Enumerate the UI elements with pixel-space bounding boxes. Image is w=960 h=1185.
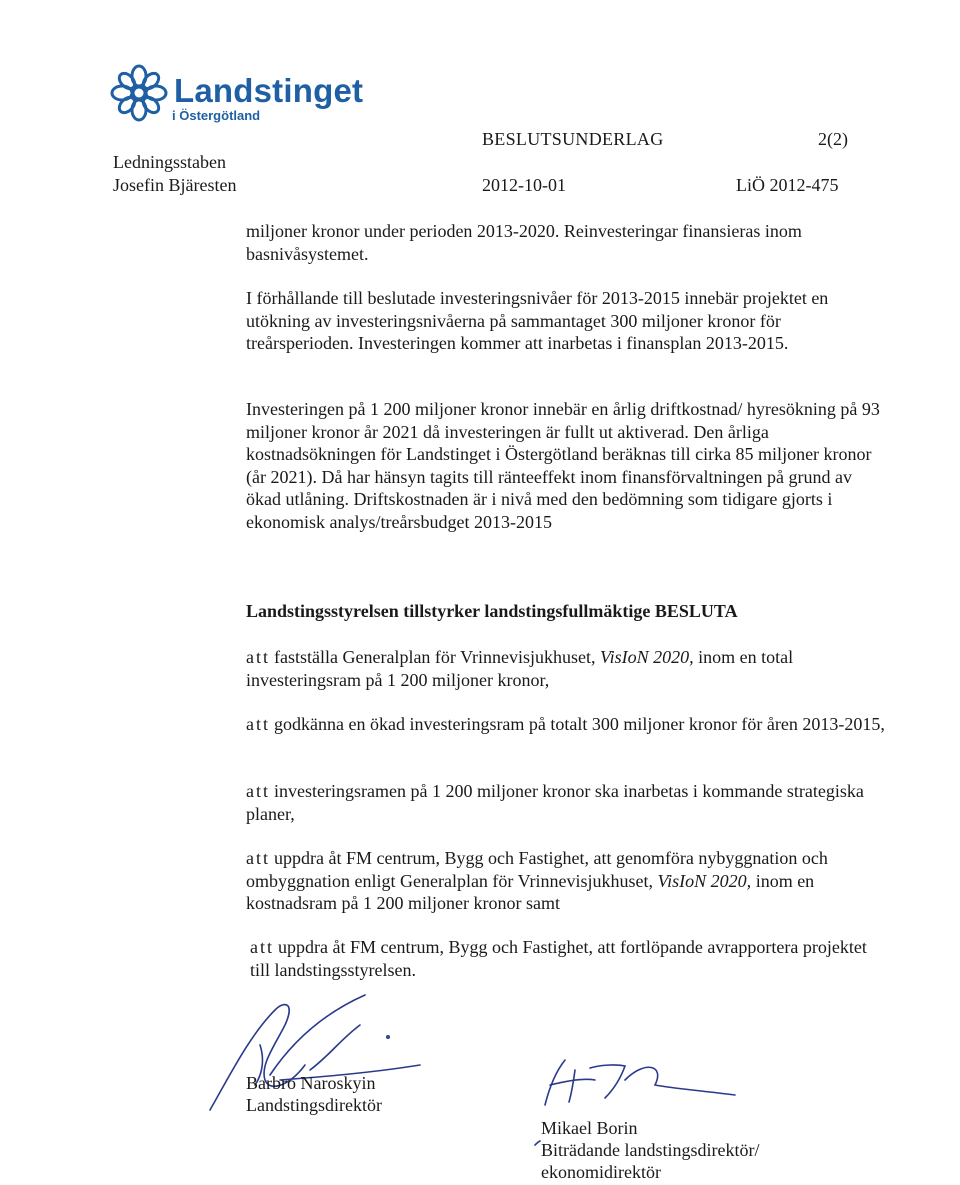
decision-item-2 bbox=[246, 713, 886, 736]
document-type: BESLUTSUNDERLAG bbox=[482, 129, 664, 149]
att-keyword: att bbox=[246, 647, 270, 667]
signatory-1-title: Landstingsdirektör bbox=[246, 1095, 382, 1115]
decision-text: investeringsramen på 1 200 miljoner kronor ska inarbetas i kommande strategiska planer, bbox=[246, 781, 864, 824]
signatory-2-name: Mikael Borin bbox=[541, 1118, 638, 1138]
organization-logo bbox=[110, 62, 370, 126]
author: Josefin Bjäresten bbox=[113, 175, 237, 195]
decision-heading: Landstingsstyrelsen tillstyrker landstingsfullmäktige BESLUTA bbox=[246, 601, 738, 621]
decision-text: inom en kostnadsram på 1 200 miljoner kronor samt bbox=[246, 870, 815, 913]
att-keyword: att bbox=[250, 937, 274, 957]
att-keyword: att bbox=[246, 848, 270, 868]
flower-emblem-icon bbox=[110, 64, 168, 122]
body-paragraph-3: Investeringen på 1 200 miljoner kronor innebär en årlig driftkostnad/ hyresökning på 93 miljoner kronor år 2021 då investeringen är fullt ut aktiverad. Den årliga kostnadsökningen för Landstinget i Östergötland beräknas till cirka 85 miljoner kronor (år 2021). Då har hänsyn tagits till ränteeffekt inom finansförvaltningen på grund av ökad utlåning. Driftskostnaden är i nivå med den bedömning som tidigare gjorts i ekonomisk analys/treårsbudget 2013-2015 bbox=[246, 399, 880, 532]
reference-number: LiÖ 2012-475 bbox=[736, 175, 839, 195]
decision-item-4 bbox=[246, 847, 886, 915]
decision-text: uppdra åt FM centrum, Bygg och Fastighet, att fortlöpande avrapportera projektet till landstingsstyrelsen. bbox=[250, 937, 867, 980]
logo-subtitle: i Östergötland bbox=[172, 108, 261, 123]
att-keyword: att bbox=[246, 781, 270, 801]
decision-text: inom en total investeringsram på 1 200 miljoner kronor, bbox=[246, 647, 794, 690]
signatory-2-title-cont: ekonomidirektör bbox=[541, 1162, 661, 1182]
department: Ledningsstaben bbox=[113, 152, 226, 172]
decision-text: fastställa Generalplan för Vrinnevisjukhuset, bbox=[274, 647, 600, 667]
document-date: 2012-10-01 bbox=[482, 175, 566, 195]
body-paragraph-1: miljoner kronor under perioden 2013-2020. Reinvesteringar finansieras inom basnivåsystemet. bbox=[246, 221, 802, 264]
decision-item-3 bbox=[246, 780, 886, 825]
body-paragraph-2: I förhållande till beslutade investeringsnivåer för 2013-2015 innebär projektet en utökning av investeringsnivåerna på sammantaget 300 miljoner kronor för treårsperioden. Investeringen kommer att inarbetas i finansplan 2013-2015. bbox=[246, 288, 829, 353]
project-name: VisIoN 2020, bbox=[600, 647, 694, 667]
decision-text: uppdra åt FM centrum, Bygg och Fastighet, att genomföra nybyggnation och ombyggnation enligt Generalplan för Vrinnevisjukhuset, bbox=[246, 848, 828, 891]
logo-name: Landstinget bbox=[174, 72, 364, 109]
signatory-2-title: Biträdande landstingsdirektör/ bbox=[541, 1140, 760, 1160]
signatory-1-name: Barbro Naroskyin bbox=[246, 1073, 376, 1093]
decision-item-1 bbox=[246, 646, 886, 691]
page-number: 2(2) bbox=[818, 129, 848, 149]
decision-item-5 bbox=[250, 936, 890, 981]
att-keyword: att bbox=[246, 714, 270, 734]
project-name: VisIoN 2020, bbox=[657, 870, 752, 891]
decision-text: godkänna en ökad investeringsram på totalt 300 miljoner kronor för åren 2013-2015, bbox=[274, 714, 885, 734]
